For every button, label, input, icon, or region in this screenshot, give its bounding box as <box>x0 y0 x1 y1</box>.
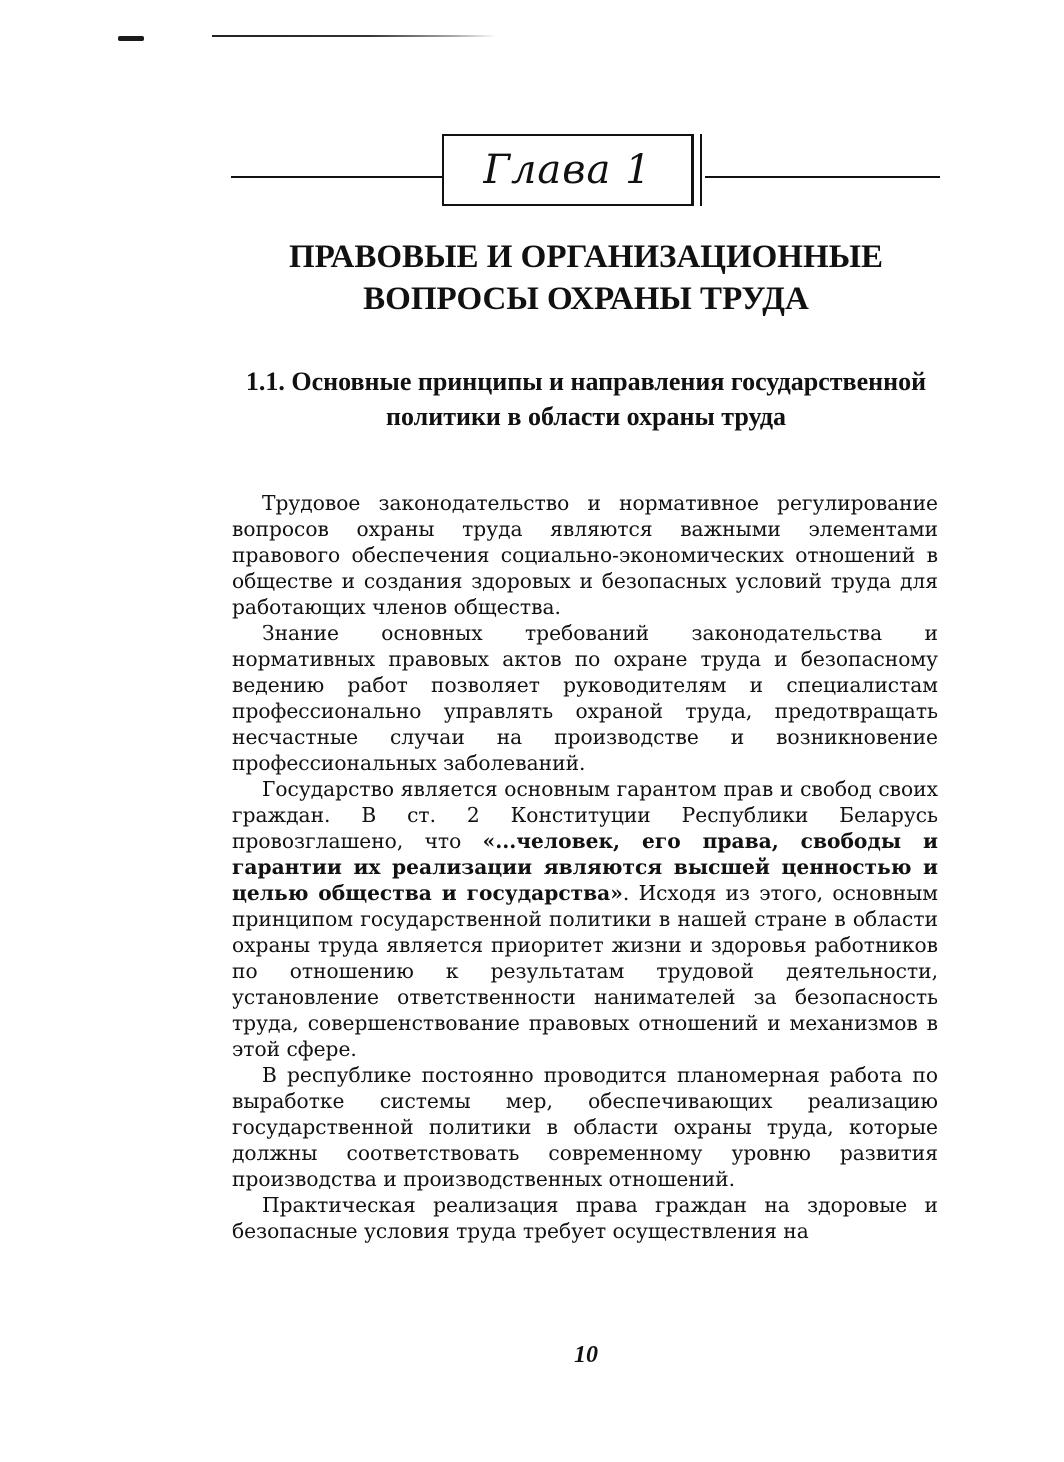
part-title: ПРАВОВЫЕ И ОРГАНИЗАЦИОННЫЕ ВОПРОСЫ ОХРАНЫ ТРУДА <box>288 239 884 317</box>
chapter-rule-left <box>231 176 442 178</box>
paragraph-4: В республике постоянно проводится планомерная работа по выработке системы мер, обеспечивающих реализацию государственной политики в области охраны труда, которые должны соответствовать современному уровню развития производства и производственных отношений. <box>232 1063 938 1191</box>
page-number: 10 <box>574 1342 598 1368</box>
body-text <box>232 490 938 1244</box>
paragraph-5: Практическая реализация права граждан на здоровые и безопасные условия труда требует осуществления на <box>232 1193 938 1243</box>
chapter-rule-right <box>705 176 940 178</box>
paragraph-3-rest: . Исходя из этого, основным принципом государственной политики в нашей стране в области охраны труда является приоритет жизни и здоровья работников по отношению к результатам трудовой деятельности, установление ответственности нанимателей за безопасность труда, совершенствование правовых отношений и механизмов в этой сфере. <box>232 881 938 1061</box>
scan-artifact-line <box>212 35 497 37</box>
chapter-heading-box <box>442 134 694 206</box>
paragraph-3-intro: Государство является основным гарантом прав и свобод своих граждан. В ст. 2 Конституции Республики Беларусь провозглашено, что <box>232 777 938 853</box>
scan-artifact-mark <box>118 36 144 41</box>
section-title: 1.1. Основные принципы и направления государственной политики в области охраны труда <box>245 367 927 431</box>
constitution-quote: «...человек, его права, свободы и гарантии их реализации являются высшей ценностью и целью общества и государства» <box>232 829 938 905</box>
chapter-title: Глава 1 <box>483 147 652 193</box>
paragraph-1: Трудовое законодательство и нормативное регулирование вопросов охраны труда являются важными элементами правового обеспечения социально-экономических отношений в обществе и создания здоровых и безопасных условий труда для работающих членов общества. <box>232 491 938 619</box>
paragraph-2: Знание основных требований законодательства и нормативных правовых актов по охране труда и безопасному ведению работ позволяет руководителям и специалистам профессионально управлять охраной труда, предотвращать несчастные случаи на производстве и возникновение профессиональных заболеваний. <box>232 621 938 775</box>
paragraph-3 <box>232 776 938 1062</box>
